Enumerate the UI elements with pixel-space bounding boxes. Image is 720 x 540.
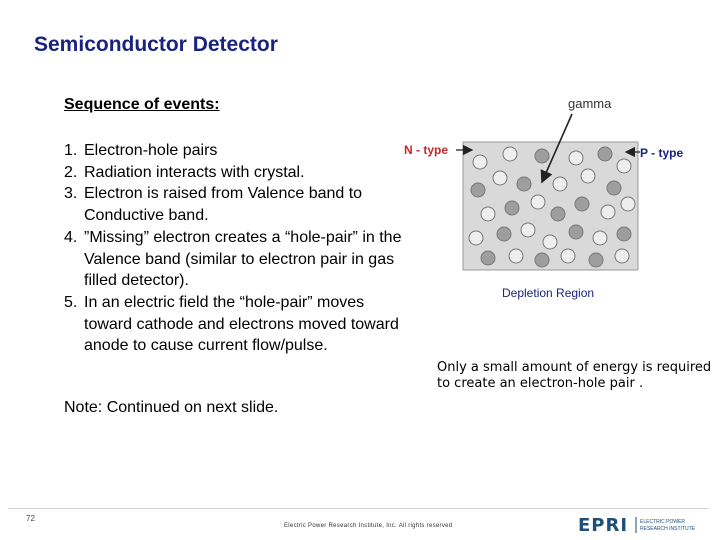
hole-circle <box>601 205 615 219</box>
hole-circle <box>621 197 635 211</box>
event-number: 4. <box>64 228 78 246</box>
electron-circle <box>497 227 511 241</box>
slide-title: Semiconductor Detector <box>34 33 278 56</box>
electron-circle <box>598 147 612 161</box>
electron-circle <box>517 177 531 191</box>
electron-circle <box>471 183 485 197</box>
electron-circle <box>569 225 583 239</box>
hole-circle <box>469 231 483 245</box>
hole-circle <box>503 147 517 161</box>
hole-circle <box>569 151 583 165</box>
electron-circle <box>607 181 621 195</box>
events-list <box>64 140 414 357</box>
event-item <box>64 140 414 162</box>
electron-circle <box>551 207 565 221</box>
gamma-label: gamma <box>568 96 612 111</box>
hole-circle <box>593 231 607 245</box>
epri-logo-mark: EPRI <box>578 515 629 536</box>
hole-circle <box>581 169 595 183</box>
event-text: Electron is raised from Valence band to Conductive band. <box>84 185 363 225</box>
electron-circle <box>575 197 589 211</box>
hole-circle <box>493 171 507 185</box>
hole-circle <box>481 207 495 221</box>
energy-caption: Only a small amount of energy is required to create an electron-hole pair . <box>437 360 712 391</box>
electron-circle <box>589 253 603 267</box>
event-text: ”Missing” electron creates a “hole-pair” in the Valence band (similar to electron pair in gas filled detector). <box>84 228 402 290</box>
event-number: 3. <box>64 185 78 203</box>
hole-circle <box>615 249 629 263</box>
event-item <box>64 227 414 292</box>
event-item <box>64 183 414 226</box>
sequence-heading: Sequence of events: <box>64 96 220 113</box>
logo-line-2: RESEARCH INSTITUTE <box>640 526 696 532</box>
electron-circle <box>617 227 631 241</box>
depletion-region-diagram <box>400 92 705 307</box>
event-item <box>64 292 414 357</box>
event-number: 1. <box>64 142 78 159</box>
event-text: Electron-hole pairs <box>84 142 218 159</box>
hole-circle <box>543 235 557 249</box>
hole-circle <box>617 159 631 173</box>
electron-circle <box>535 253 549 267</box>
logo-line-1: ELECTRIC POWER <box>640 519 686 525</box>
event-item <box>64 162 414 184</box>
page-number: 72 <box>26 514 35 523</box>
hole-circle <box>553 177 567 191</box>
footer-divider <box>8 508 708 509</box>
copyright-text: Electric Power Research Institute, Inc. All rights reserved <box>284 523 453 529</box>
hole-circle <box>521 223 535 237</box>
n-type-label: N - type <box>404 143 449 157</box>
depletion-region-label: Depletion Region <box>502 286 595 300</box>
event-number: 2. <box>64 163 78 181</box>
continued-note: Note: Continued on next slide. <box>64 399 279 416</box>
epri-logo <box>578 512 698 538</box>
electron-circle <box>505 201 519 215</box>
electron-circle <box>535 149 549 163</box>
p-type-label: P - type <box>640 146 684 160</box>
event-text: Radiation interacts with crystal. <box>84 163 305 181</box>
event-number: 5. <box>64 293 78 311</box>
hole-circle <box>561 249 575 263</box>
hole-circle <box>531 195 545 209</box>
hole-circle <box>473 155 487 169</box>
electron-circle <box>481 251 495 265</box>
hole-circle <box>509 249 523 263</box>
event-text: In an electric field the “hole-pair” moves toward cathode and electrons moved toward anode to cause current flow/pulse. <box>84 293 399 355</box>
